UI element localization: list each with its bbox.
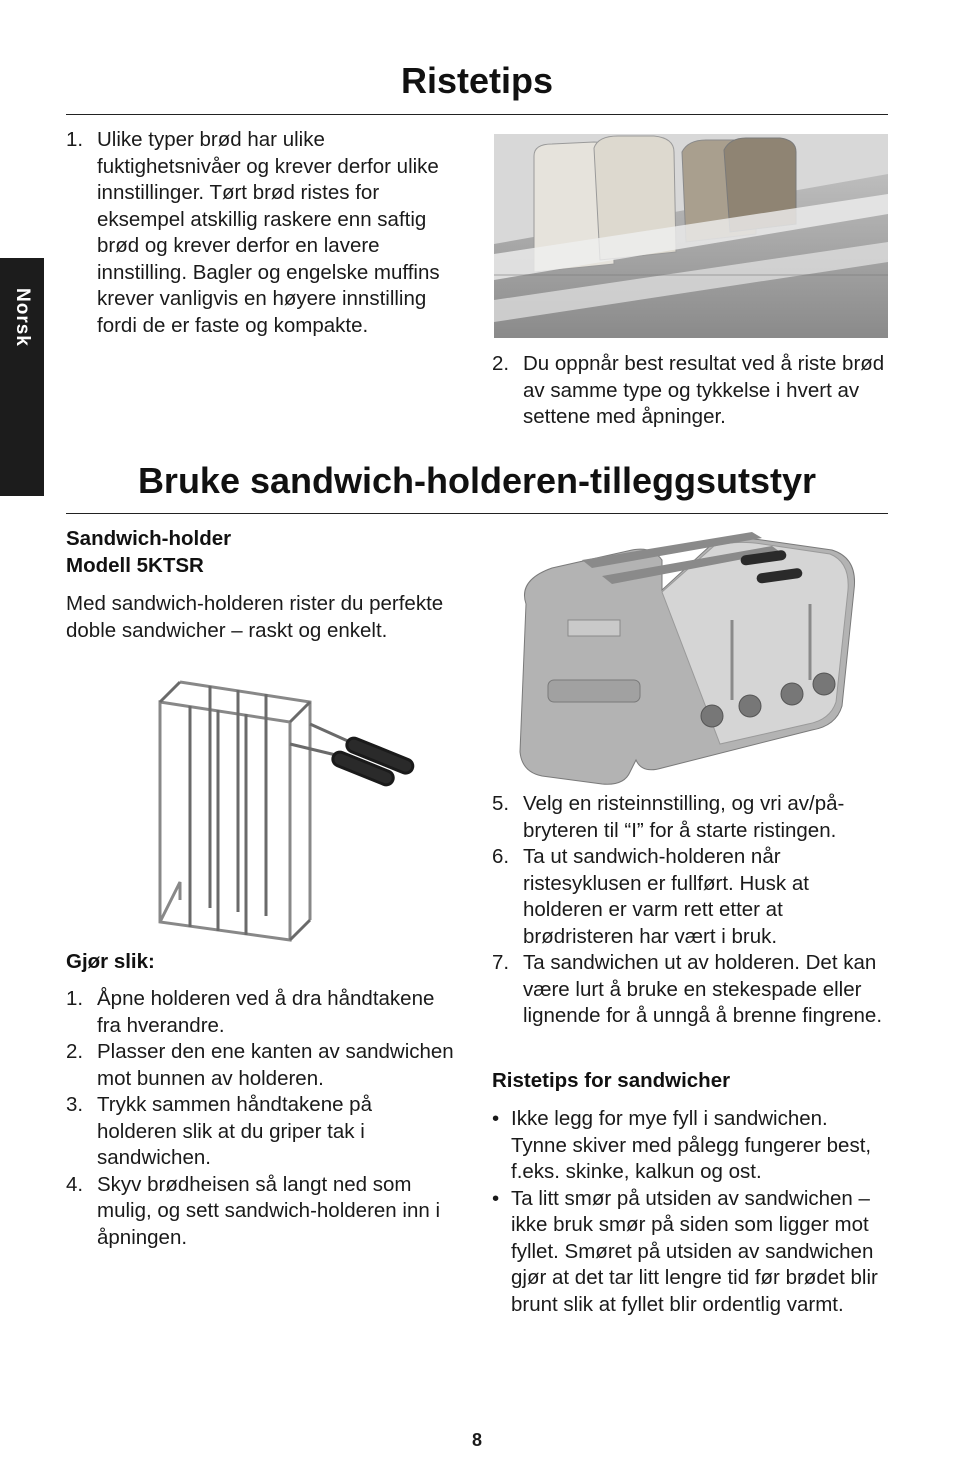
sandwich-holder-image xyxy=(140,672,430,944)
list-item: • Ta litt smør på utsiden av sandwichen – ikke bruk smør på siden som ligger mot fyllet. Smøret på utsiden av sandwichen gjør at det tar litt lengre tid før brødet blir brunt slik at fyllet blir ordentlig varmt. xyxy=(492,1186,878,1316)
toasting-tips-list-right xyxy=(492,351,888,431)
list-item: • Ikke legg for mye fyll i sandwichen. Tynne skiver med pålegg fungerer best, f.eks. skinke, kalkun og ost. xyxy=(492,1107,872,1183)
title-rule xyxy=(66,114,888,115)
toasting-tips-list-left xyxy=(66,127,466,339)
list-item: 1. Åpne holderen ved å dra håndtakene fra hverandre. xyxy=(66,987,435,1037)
list-item: 4. Skyv brødheisen så langt ned som mulig, og sett sandwich-holderen inn i åpningen. xyxy=(66,1172,440,1249)
steps-list-right xyxy=(492,791,892,1030)
toaster-image xyxy=(512,530,862,786)
intro-paragraph: Med sandwich-holderen rister du perfekte doble sandwicher – raskt og enkelt. xyxy=(66,592,444,642)
steps-heading: Gjør slik: xyxy=(66,950,155,973)
list-item: 5. Velg en risteinnstilling, og vri av/på-bryteren til “I” for å starte ristingen. xyxy=(492,792,845,842)
section-title-ristetips: Ristetips xyxy=(400,60,554,101)
language-tab xyxy=(0,258,44,496)
list-item: 1. Ulike typer brød har ulike fuktighetsnivåer og krever derfor ulike innstillinger. Tørt brød ristes for eksempel atskillig raskere enn saftig brød og krever derfor en lavere innstilling. Bagler og engelske muffins krever vanligvis en høyere innstilling fordi de er faste og kompakte. xyxy=(66,128,440,337)
bread-in-toaster-image xyxy=(494,134,888,338)
sandwich-tips-list xyxy=(492,1106,888,1318)
steps-list-left xyxy=(66,986,456,1251)
page-number: 8 xyxy=(471,1430,482,1450)
list-item: 7. Ta sandwichen ut av holderen. Det kan være lurt å bruke en stekespade eller lignende for å unngå å brenne fingrene. xyxy=(492,951,883,1027)
list-item: 6. Ta ut sandwich-holderen når ristesyklusen er fullført. Husk at holderen er varm rett etter at brødristeren har vært i bruk. xyxy=(492,845,809,948)
list-item: 2. Du oppnår best resultat ved å riste brød av samme type og tykkelse i hvert av settene med åpninger. xyxy=(492,352,885,428)
list-item: 3. Trykk sammen håndtakene på holderen slik at du griper tak i sandwichen. xyxy=(66,1093,372,1169)
title-rule xyxy=(66,513,888,514)
list-item: 2. Plasser den ene kanten av sandwichen mot bunnen av holderen. xyxy=(66,1040,454,1090)
section-title-sandwich-holder: Bruke sandwich-holderen-tilleggsutstyr xyxy=(137,460,817,501)
tips-heading: Ristetips for sandwicher xyxy=(492,1069,731,1092)
product-subheading: Sandwich-holder Modell 5KTSR xyxy=(66,527,232,577)
language-tab-label: Norsk xyxy=(12,288,33,347)
